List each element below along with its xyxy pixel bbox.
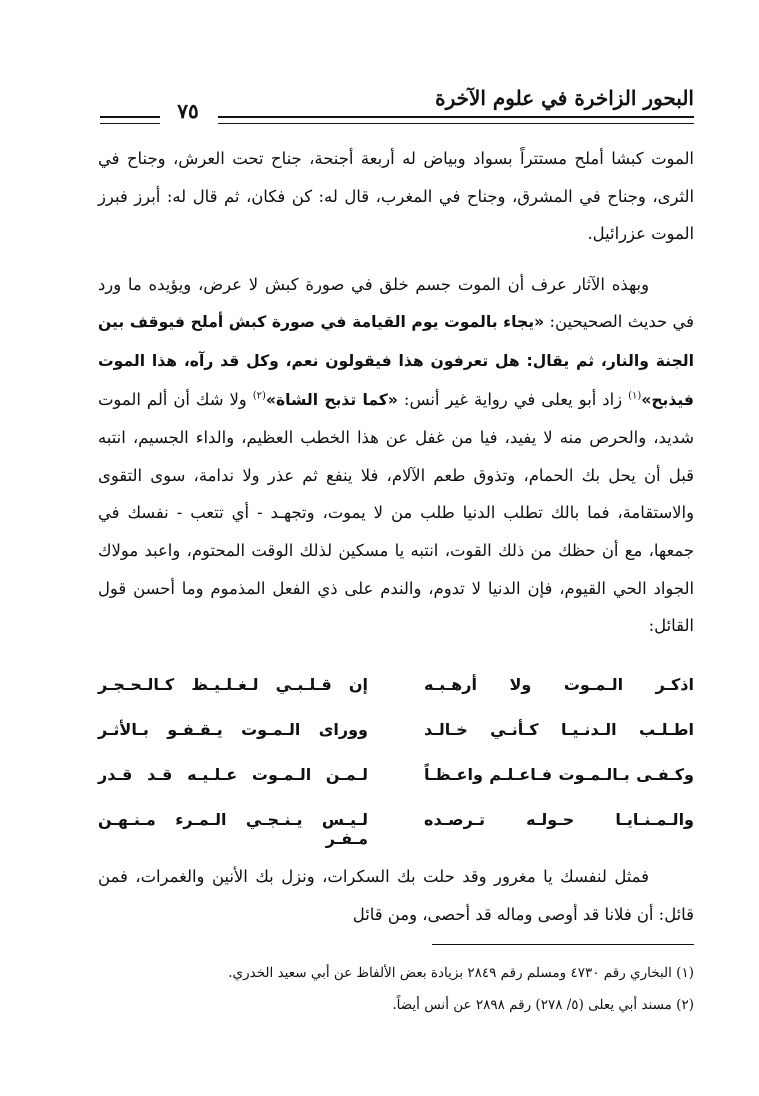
paragraph-2-text-3: ولا شك أن ألم الموت شديد، والحرص منه لا يفيد، فيا من غفل عن هذا الخطب العظيم، والداء الجسيم، انتبه قبل أن يحل بك الحمام، وتذوق طعم الآلام، فلا ينفع ثم عذر ولا ندامة، سوى التقوى والاستقامة، فما بالك تطلب الدنيا طلب من لا يموت، وتجهـد - أي تتعب - نفسك في جمعها، مع أن حظك من ذلك القوت، انتبه يا مسكين لذلك الوقت المحتوم، واعبد مولاك الجواد الحي القيوم، فإن الدنيا لا تدوم، والندم على ذي الفعل المذموم وما أحسن قول القائل: xyxy=(98,389,694,636)
poem-hemistich-second: إن قـلـبـي لـغـلـيـظ كـالـحـجـر xyxy=(98,675,368,694)
poem-verse xyxy=(98,810,694,855)
main-text xyxy=(98,140,694,645)
paragraph-2 xyxy=(98,266,694,645)
header-double-rule xyxy=(218,116,694,124)
hadith-quote-2: «كما تذبح الشاة» xyxy=(265,390,398,409)
footnote-separator xyxy=(432,944,694,945)
hadith-quote: «يجاء بالموت يوم القيامة في صورة كبش أملح فيوقف بين الجنة والنار، ثم يقال: هل تعرفون هذا فيقولون نعم، وكل قد رآه، هذا الموت فيذبح» xyxy=(98,313,695,409)
header-short-rule xyxy=(100,116,160,124)
poem-hemistich-second: لـمـن الـمـوت عـلـيـه قـد قـدر xyxy=(98,765,368,784)
footnotes xyxy=(98,957,694,1021)
paragraph-2-text-2: زاد أبو يعلى في رواية غير أنس: xyxy=(397,389,629,409)
poem-hemistich-second: وورای الـمـوت يـقـفـو بـالأثـر xyxy=(98,720,368,739)
poem-verse xyxy=(98,720,694,765)
paragraph-2-text-1: وبهذه الآثار عرف أن الموت جسم خلق في صورة كبش لا عرض، ويؤيده ما ورد في حديث الصحيحين: xyxy=(98,274,694,332)
poem-hemistich-first: اذكـر الـمـوت ولا أرهـبـه xyxy=(424,675,694,694)
poem-hemistich-first: والـمـنـايـا حـولـه تـرصـده xyxy=(424,810,694,829)
poem-hemistich-second: لـيـس يـنـجـي الـمـرء مـنـهـن مـفـر xyxy=(98,810,368,848)
running-header-title: البحور الزاخرة في علوم الآخرة xyxy=(435,86,694,110)
poem-hemistich-first: اطـلـب الـدنـيـا كـأنـي خـالـد xyxy=(424,720,694,739)
poem-verse xyxy=(98,675,694,720)
footnote-2: (٢) مسند أبي يعلى (٥/ ٢٧٨) رقم ٢٨٩٨ عن أنس أيضاً. xyxy=(392,997,694,1013)
footnote-ref-1: (١) xyxy=(628,390,642,402)
paragraph-3: فمثل لنفسك يا مغرور وقد حلت بك السكرات، ونزل بك الأنين والغمرات، فمن قائل: أن فلانا قد أوصى وماله قد أحصى، ومن قائل xyxy=(98,867,694,924)
poem-verse xyxy=(98,765,694,810)
poem-hemistich-first: وكـفـى بـالـمـوت فـاعـلـم واعـظـاً xyxy=(424,765,694,784)
footnote-1: (١) البخاري رقم ٤٧٣٠ ومسلم رقم ٢٨٤٩ بزيادة بعض الألفاظ عن أبي سعيد الخدري. xyxy=(228,965,694,981)
paragraph-1: الموت كبشا أملح مستتراً بسواد وبياض له أربعة أجنحة، جناح تحت العرش، وجناح في الثرى، وجناح في المشرق، وجناح في المغرب، قال له: كن فكان، ثم قال له: أبرز فبرز الموت عزرائيل. xyxy=(98,149,694,244)
footnote-ref-2: (٢) xyxy=(252,390,266,402)
page-number: ٧٥ xyxy=(177,99,199,123)
poem xyxy=(98,675,694,855)
main-text-continued xyxy=(98,858,694,933)
